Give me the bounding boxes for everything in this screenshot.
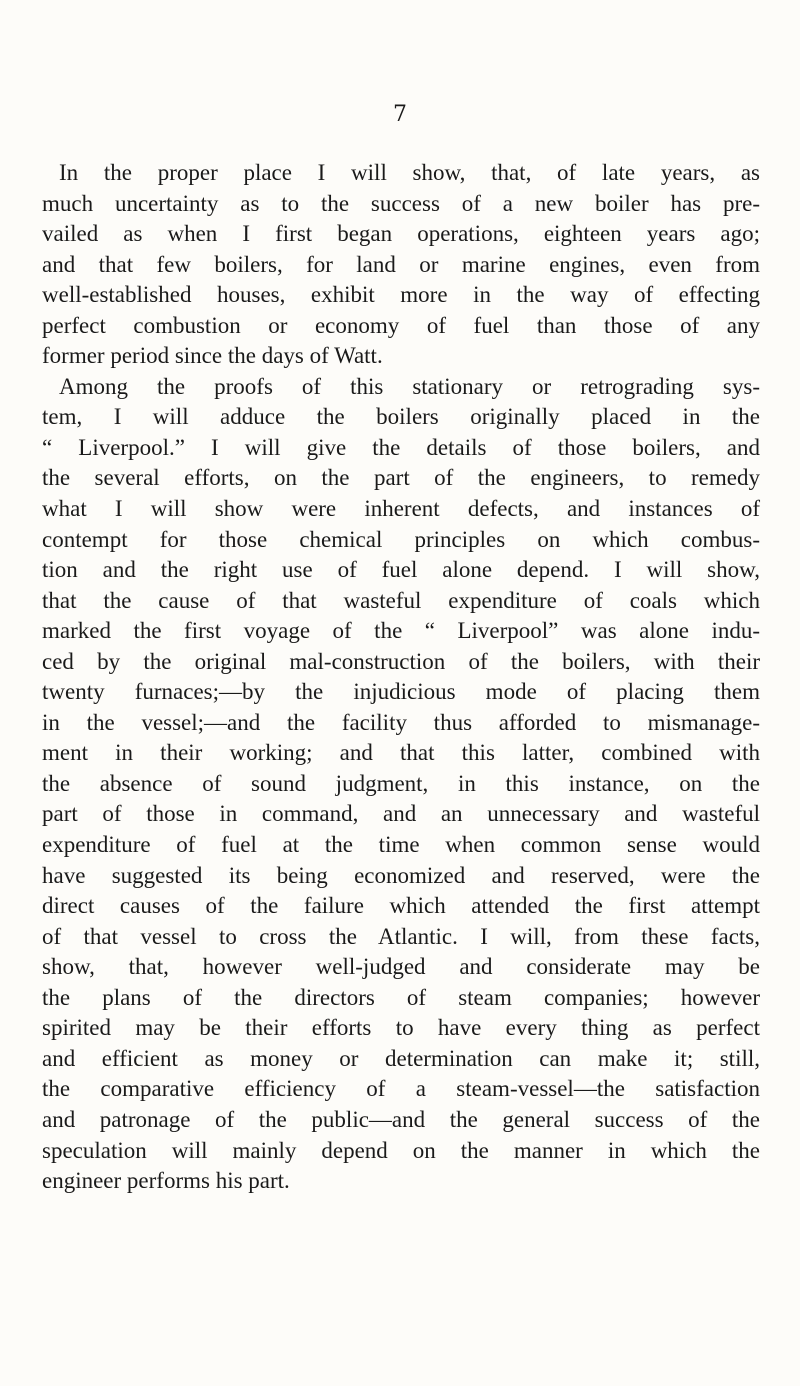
body-text	[42, 158, 760, 1197]
text-line: much uncertainty as to the success of a new boiler has pre-	[42, 190, 760, 216]
text-line: spirited may be their efforts to have every thing as perfect	[42, 1015, 760, 1041]
text-line: of that vessel to cross the Atlantic. I will, from these facts,	[42, 923, 760, 949]
text-line: ment in their working; and that this latter, combined with	[42, 740, 760, 766]
text-line: that the cause of that wasteful expenditure of coals which	[42, 587, 760, 613]
text-line: the comparative efficiency of a steam-vessel—the satisfaction	[42, 1076, 760, 1102]
text-line: well-established houses, exhibit more in the way of effecting	[42, 282, 760, 308]
text-line-paragraph-2-end: engineer performs his part.	[42, 1168, 290, 1194]
text-line: part of those in command, and an unnecessary and wasteful	[42, 801, 760, 827]
text-line: what I will show were inherent defects, and instances of	[42, 496, 760, 522]
text-line-paragraph-2-start: Among the proofs of this stationary or retrograding sys-	[59, 373, 760, 399]
text-line: “ Liverpool.” I will give the details of those boilers, and	[42, 434, 760, 460]
text-line: expenditure of fuel at the time when common sense would	[42, 832, 760, 858]
text-line: tem, I will adduce the boilers originally placed in the	[42, 404, 760, 430]
text-line: perfect combustion or economy of fuel than those of any	[42, 312, 760, 338]
text-line-paragraph-1-start: In the proper place I will show, that, of late years, as	[59, 160, 760, 185]
text-line-paragraph-1-end: former period since the days of Watt.	[42, 343, 383, 369]
text-line: twenty furnaces;—by the injudicious mode of placing them	[42, 679, 760, 705]
text-line: in the vessel;—and the facility thus afforded to mismanage-	[42, 709, 760, 735]
text-line: ced by the original mal-construction of the boilers, with their	[42, 648, 760, 674]
text-line: and efficient as money or determination can make it; still,	[42, 1045, 760, 1071]
text-line: vailed as when I first began operations, eighteen years ago;	[42, 221, 760, 247]
text-line: speculation will mainly depend on the manner in which the	[42, 1137, 760, 1163]
text-line: the absence of sound judgment, in this instance, on the	[42, 770, 760, 796]
text-line: the plans of the directors of steam companies; however	[42, 984, 760, 1010]
text-line: and that few boilers, for land or marine engines, even from	[42, 251, 760, 277]
text-line: have suggested its being economized and reserved, were the	[42, 862, 760, 888]
text-line: and patronage of the public—and the general success of the	[42, 1106, 760, 1132]
text-line: show, that, however well-judged and considerate may be	[42, 954, 760, 980]
text-line: the several efforts, on the part of the engineers, to remedy	[42, 465, 760, 491]
text-line: tion and the right use of fuel alone depend. I will show,	[42, 557, 760, 583]
text-line: direct causes of the failure which attended the first attempt	[42, 893, 760, 919]
text-line: contempt for those chemical principles on which combus-	[42, 526, 760, 552]
text-line: marked the first voyage of the “ Liverpool” was alone indu-	[42, 618, 760, 644]
page-number: 7	[393, 102, 407, 127]
